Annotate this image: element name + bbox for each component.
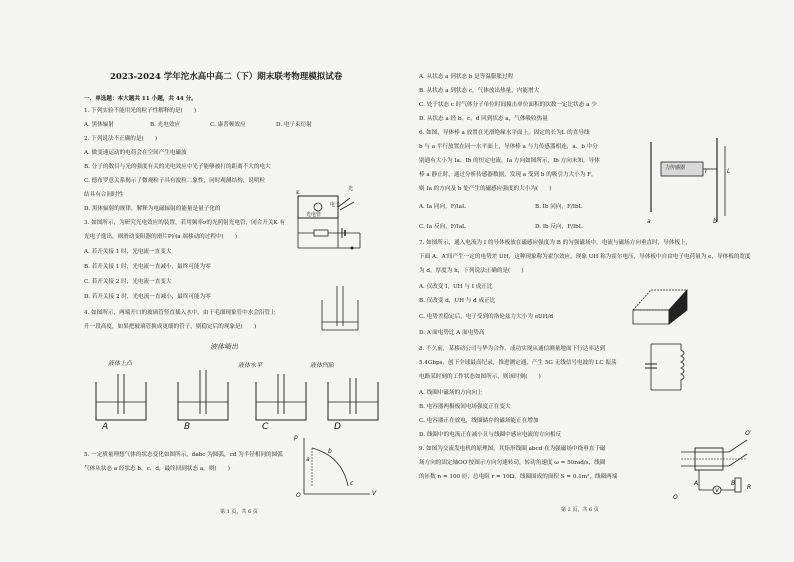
fig6-label-a: a xyxy=(647,218,651,225)
q9-stem-line2: 场方向的固定轴OO′按图示方向匀速转动，转动角速度 ω = 50rad/s，线圈 xyxy=(419,460,606,466)
q1-option-b: B. 光电效应 xyxy=(150,122,181,128)
fig9-label-a: A xyxy=(694,480,699,487)
pv-label-c: c xyxy=(350,480,354,487)
q3-stem-line2: 光电子逸出，则滑动变阻器的滑片P向a 端移动的过程中( ) xyxy=(84,234,238,240)
fig3-label-light: 光 xyxy=(348,186,354,192)
q8-stem-line2: 5.4Gbps，创下全球最高纪录，推进测定通，产生 5G 无线信号电波的 LC 振荡 xyxy=(419,360,617,366)
q2-option-b: B. 分子的数目与光的强度有关的光电效应中光子能够被打的距离不大的电大 xyxy=(84,164,271,170)
q1-option-d: D. 电子束衍射 xyxy=(276,122,312,128)
q5-stem-line2: 气体从状态 a 经状态 b、c、d，最终回到状态 a，则( ) xyxy=(84,466,230,472)
q3-option-a: A. 若开关接 1 时，光电流一直变大 xyxy=(84,249,172,255)
force-sensor-figure xyxy=(631,132,731,228)
right-page-footer: 第 2 页，共 6 页 xyxy=(561,507,599,513)
pv-label-o: O xyxy=(296,492,301,499)
q3-option-b: B. 若开关接 1 时，光电流一直减小，最终可能为零 xyxy=(84,264,211,270)
left-page-footer: 第 1 页，共 6 页 xyxy=(220,509,258,515)
q9-stem-line1: 9. 如图为交流发电机的原理图，其矩形线圈 abcd 在为强磁场中绕垂直于磁 xyxy=(419,446,606,452)
q7-stem-line1: 7. 如图所示，通入电流为 I 的导体板放在磁感应强度为 B 的匀强磁场中，电流与磁场方向垂直时，导体板上， xyxy=(419,240,692,246)
fig9-label-b: B xyxy=(731,480,736,487)
fig4-label-convex: 液体上凸 xyxy=(108,360,133,367)
q3-option-d: D. 若开关接 2 时，光电流一直减小，最终可能为零 xyxy=(84,294,211,300)
fig4-options-figure xyxy=(90,370,390,430)
fig4-letter-a: A xyxy=(102,422,109,432)
lc-circuit-figure xyxy=(641,340,691,394)
hall-plate-figure xyxy=(629,280,689,326)
q9-stem-line3: 的匝数 n = 100 匝，总电阻 r = 10Ω，线圈围成的面积 S = 0.1m²，线圈两端 xyxy=(419,474,618,480)
q6-stem-line4: 棒 a 静止时，通过分析传感器数据，发现 a 受到 b 的吸引力大小为 F， xyxy=(419,172,597,178)
photoelectric-circuit-figure xyxy=(290,188,370,262)
q7-stem-line2: 下面 A、A′间产生一定的电势差 UH，这种现象称为霍尔效应，现象 UH 称为霍尔电压，导体板中自由电子电荷量为 e，导体板的宽度 xyxy=(419,254,751,260)
exam-title: 2023-2024 学年沱水高中高二（下）期末联考物理模拟试卷 xyxy=(110,72,343,82)
q6-option-c: C. Ia 反向，F/IaL xyxy=(419,224,466,230)
q6-option-a: A. Ia 同向，F/IaL xyxy=(419,204,466,210)
q5-option-a: A. 从状态 a 到状态 b 是等温膨胀过程 xyxy=(419,74,514,80)
fig4-label-flat: 液体水平 xyxy=(238,362,263,369)
fig6-label-b: b xyxy=(713,218,717,225)
q7-option-d: D. A′面电势比 A 面电势高 xyxy=(419,330,485,336)
fig9-label-r: R xyxy=(747,484,752,491)
q7-stem-line3: 为 d，厚度为 h，下列说法正确的是( ) xyxy=(419,268,524,274)
q8-option-d: D. 线圈中的电流正在减小且与线圈中感应电流的方向相反 xyxy=(419,432,562,438)
fig6-label-l: L xyxy=(727,168,731,175)
q8-stem-line3: 电路某时刻的工作状态如图所示，则该时刻( ) xyxy=(419,374,541,380)
q4-stem-line1: 4. 如图所示，两端开口的玻璃管竖直插入水中，由于毛细现象管中水会沿管上 xyxy=(84,310,276,316)
capillary-tube-figure xyxy=(320,282,360,332)
q3-stem-line1: 3. 如图所示，为研究光电效应的装置，若用频率ν的光照射光电管，闭合开关K 有 xyxy=(84,220,286,226)
fig4-title: 液体喷出 xyxy=(210,343,238,351)
q1-option-a: A. 黑体辐射 xyxy=(84,122,114,128)
fig4-label-concave: 液体凹陷 xyxy=(310,362,335,369)
fig3-label-tube: 光电管 xyxy=(306,212,322,218)
q7-option-a: A. 仅改变 I，UH 与 I 成正比 xyxy=(419,284,493,290)
fig9-label-o: O xyxy=(673,494,678,501)
force-sensor-label: 力传感器 xyxy=(665,165,686,171)
q5-stem-line1: 5. 一定质量理想气体的状态变化如图所示，dabc 为圆弧，cd 为半径相同的圆弧 xyxy=(84,452,283,458)
right-page xyxy=(415,0,755,562)
q7-option-b: B. 仅改变 d，UH 与 d 成正比 xyxy=(419,298,496,304)
q2-option-c-line2: 结具有合间时性 xyxy=(84,192,124,198)
pv-label-b: b xyxy=(328,448,332,455)
fig3-label-k: K xyxy=(296,190,300,196)
q2-option-a: A. 做变速运动的电荷会在空间产生电磁波 xyxy=(84,150,187,156)
q5-option-d: D. 从状态 a 经 b、c、d 回到状态 a，气体吸收热量 xyxy=(419,116,548,122)
pv-label-p: p xyxy=(294,434,298,441)
q8-option-a: A. 线圈中磁场的方向向上 xyxy=(419,390,483,396)
q6-stem-line1: 6. 如图，导体棒 a 放置在光滑绝缘水平面上，固定的长为L 的直导线 xyxy=(419,130,590,136)
fig4-letter-b: B xyxy=(184,422,191,432)
q6-option-d: D. Ib 反向，F/IbL xyxy=(535,224,583,230)
pv-diagram xyxy=(298,436,372,498)
q7-option-c: C. 电势差稳定后，电子受到的洛伦兹力大小为 eUH/d xyxy=(419,314,554,320)
q8-option-b: B. 电容器两极板间电场强度正在变大 xyxy=(419,404,511,410)
fig3-label-electron: 电子 xyxy=(330,202,341,208)
fig4-letter-d: D xyxy=(334,422,341,432)
q2-option-d: D. 黑体辐射的规律，解释为电磁辐射的能量是量子化的 xyxy=(84,206,221,212)
fig4-letter-c: C xyxy=(262,422,269,432)
section-heading: 一、单选题：本大题共 11 小题，共 44 分。 xyxy=(84,96,197,102)
q5-option-c: C. 处于状态 c 时气体分子单位时间撞击单位面积的次数一定比状态 a 少 xyxy=(419,102,597,108)
q4-stem-line2: 升一段高度，如果把玻璃管换成更细的管子，则稳定后的现象是( ) xyxy=(84,324,257,330)
left-page xyxy=(80,0,410,562)
q2-option-c-line1: C. 德布罗意关系揭示了微观粒子具有波粒二象性，同时观测结构，说明粒 xyxy=(84,178,266,184)
q3-option-c: C. 若开关接 2 时，光电流一直变大 xyxy=(84,279,172,285)
pv-label-a: a xyxy=(306,456,310,463)
fig9-label-v: V xyxy=(715,487,720,494)
q6-stem-line2: b 与 a 平行放置在同一水平面上，导体棒 a 与力传感器相连，a、b 中分 xyxy=(419,144,598,150)
q6-option-b: B. Ib 同向，F/IbL xyxy=(535,204,583,210)
q1-stem: 1. 下列实验不能用光的粒子性解释的是( ) xyxy=(84,108,197,114)
q2-stem: 2. 下列说法不正确的是( ) xyxy=(84,136,158,142)
q1-option-c: C. 康普顿效应 xyxy=(210,122,246,128)
pv-label-v: V xyxy=(372,490,377,497)
q8-option-c: C. 电容器正在放电，线圈储存的磁场能正在增加 xyxy=(419,418,539,424)
fig6-label-i: I xyxy=(705,168,707,175)
q6-stem-line3: 别通有大小为 Ia、Ib 的恒定电流，Ia 方向如图所示，Ib 方向未知，导体 xyxy=(419,158,600,164)
q8-stem-line1: 8. 不久前，某移动公司与华为合作，成功实现从通信测量地面下行达率达到 xyxy=(419,346,606,352)
fig9-label-o-prime: O′ xyxy=(745,430,752,437)
q6-stem-line5: 则 Ia 的方向及 b 处产生的磁感应强度的大小为( ) xyxy=(419,186,552,192)
q5-option-b: B. 从状态 a 到状态 c，气体放出热量，内能增大 xyxy=(419,88,540,94)
